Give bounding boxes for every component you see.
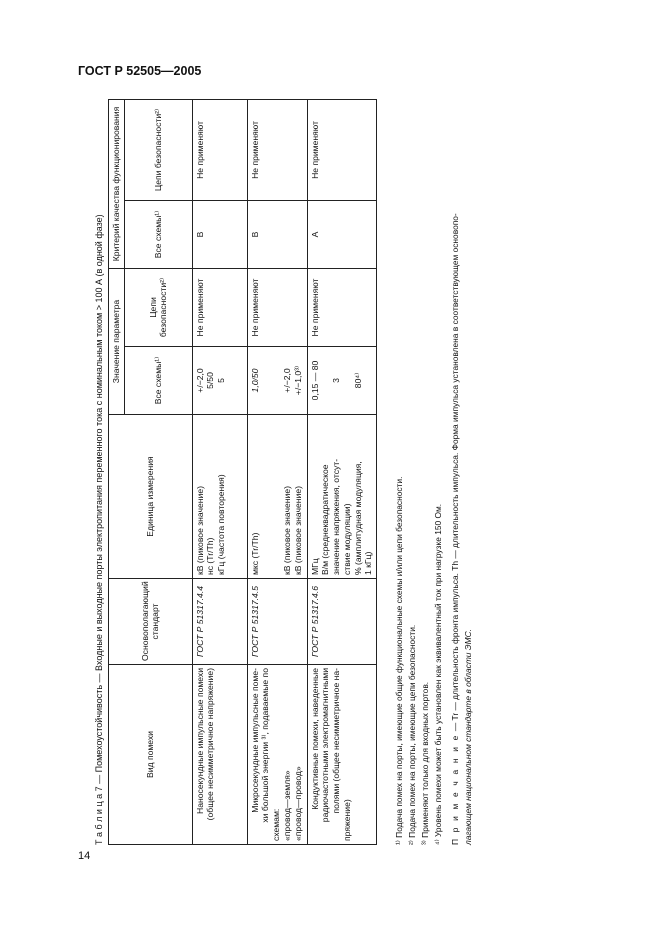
table-label: Т а б л и ц а 7 (94, 786, 104, 845)
cell-value-safety: Не применяют (192, 268, 247, 346)
header-crit-safety: Цепи безопасности²⁾ (124, 99, 192, 200)
header-standard: Основополагающий стандарт (109, 579, 193, 665)
footnote-4: ⁴⁾ Уровень помехи может быть установлен как эквивалентный ток при нагрузке 150 Ом. (433, 503, 443, 845)
document-header: ГОСТ Р 52505—2005 (78, 64, 202, 78)
header-value-safety: Цепи безопасности²⁾ (124, 268, 192, 346)
footnote-2: ²⁾ Подача помех на порты, имеющие цепи безопасности. (407, 624, 417, 845)
header-value-group: Значение параметра (109, 268, 125, 414)
cell-type: Кондуктивные помехи, наведенные радиочастотными электромагнитными полями (общее несимметричное на- пряжение) (307, 665, 376, 845)
note-text: — Tr — длительность фронта импульса. Th — длительность импульса. Форма импульса установлена в соответствующем основопо- (450, 213, 460, 734)
cell-value-all: +/−2,0 5/50 5 (192, 347, 247, 415)
cell-value-safety: Не применяют (307, 268, 376, 346)
cell-crit-all: В (192, 200, 247, 268)
table-note (450, 100, 461, 845)
cell-unit: кВ (пиковое значение) нс (Tr/Th) кГц (частота повторения) (192, 415, 247, 579)
immunity-table (108, 99, 377, 845)
table-caption (94, 100, 105, 845)
cell-crit-all: А (307, 200, 376, 268)
cell-crit-all: В (247, 200, 307, 268)
header-value-all: Все схемы¹⁾ (124, 347, 192, 415)
header-crit-all: Все схемы¹⁾ (124, 200, 192, 268)
note-label: П р и м е ч а н и е (450, 733, 460, 845)
cell-standard: ГОСТ Р 51317.4.4 (192, 579, 247, 665)
footnote-3: ³⁾ Применяют только для входных портов. (420, 681, 430, 845)
cell-standard: ГОСТ Р 51317.4.5 (247, 579, 307, 665)
cell-standard: ГОСТ Р 51317.4.6 (307, 579, 376, 665)
cell-value-all: 0,15 — 80 3 80⁴⁾ (307, 347, 376, 415)
header-criterion-group: Критерий качества функционирования (109, 99, 125, 268)
table-row (247, 99, 307, 844)
table-row (192, 99, 247, 844)
cell-value-all: 1,0/50 +/−2,0 +/−1,0³⁾ (247, 347, 307, 415)
cell-value-safety: Не применяют (247, 268, 307, 346)
cell-type: Микросекундные импульсные поме- хи большой энергии ³⁾, подаваемые по схемам: «провод—земля» «провод—провод» (247, 665, 307, 845)
page-number: 14 (78, 850, 91, 862)
table-caption-text: — Помехоустойчивость — Входные и выходные порты электропитания переменного тока с номинальным током > 100 А (в одной фазе) (94, 214, 104, 787)
cell-type: Наносекундные импульсные помехи (общее несимметричное напряжение) (192, 665, 247, 845)
header-unit: Единица измерения (109, 415, 193, 579)
cell-unit: МГц В/м (среднеквадратическое значение напряжения, отсут- ствие модуляции) % (амплитудная модуляция, 1 кГц) (307, 415, 376, 579)
table-row (307, 99, 376, 844)
footnote-1: ¹⁾ Подача помех на порты, имеющие общие функциональные схемы и/или цепи безопасности. (394, 476, 404, 845)
header-type: Вид помехи (109, 665, 193, 845)
cell-unit: мкс (Tr/Th) кВ (пиковое значение) кВ (пиковое значение) (247, 415, 307, 579)
cell-crit-safety: Не применяют (247, 99, 307, 200)
table-note-continuation: лагающем национальном стандарте в области ЭМС. (463, 629, 473, 845)
cell-crit-safety: Не применяют (192, 99, 247, 200)
cell-crit-safety: Не применяют (307, 99, 376, 200)
header-row (109, 99, 125, 844)
rotated-table-block (94, 100, 479, 845)
